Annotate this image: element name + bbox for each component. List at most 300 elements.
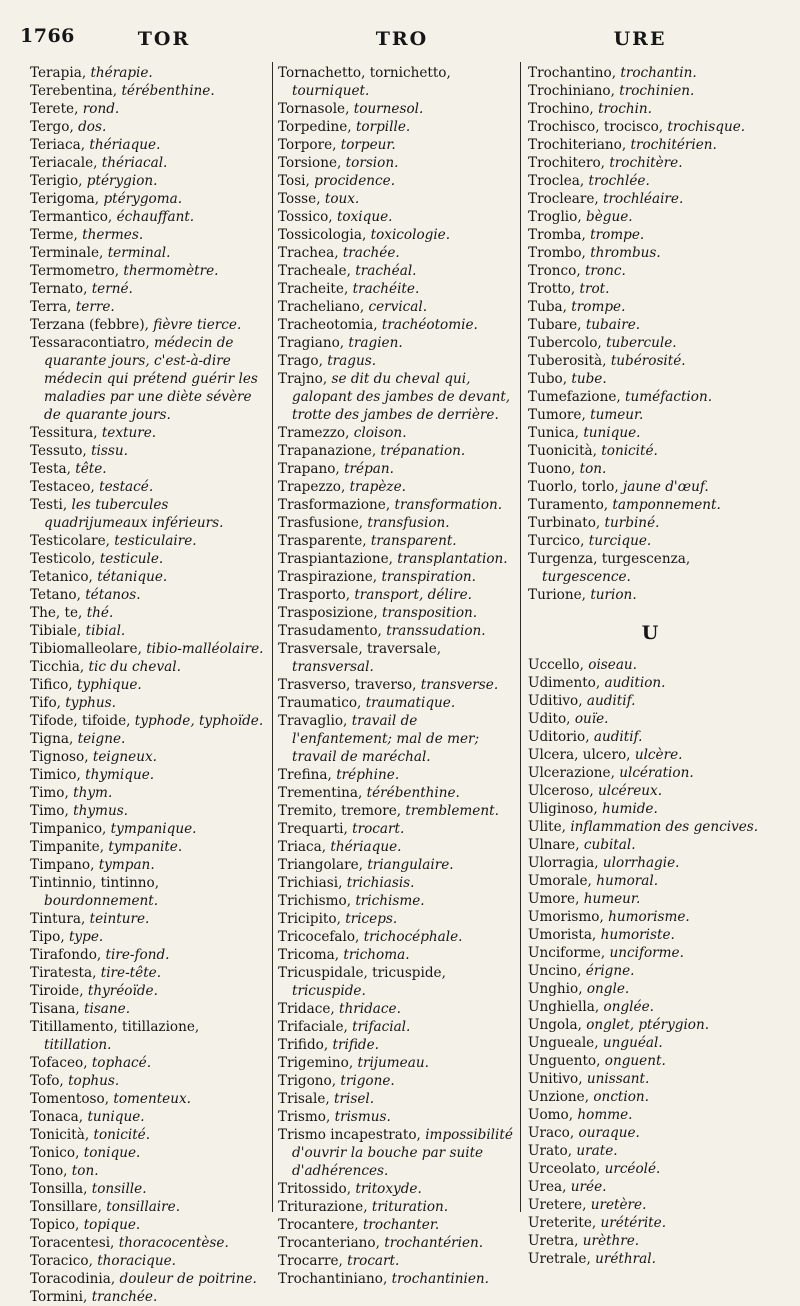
french-translation: tumeur. [590,407,644,423]
italian-term: Turione [528,587,582,603]
italian-term: Trochiteriano [528,137,622,153]
dictionary-entry: Umorale, humoral. [528,873,659,889]
french-translation: tricuspide. [292,983,366,999]
dictionary-entry: Trequarti, trocart. [278,821,405,837]
french-translation: ton. [579,461,607,477]
dictionary-entry: Tibiale, tibial. [30,623,126,639]
french-translation: teigne. [77,731,126,747]
french-translation: trompe. [571,299,626,315]
italian-term: Tromba [528,227,582,243]
italian-term: Trochantino [528,65,612,81]
french-translation: tympanique. [110,821,197,837]
french-translation: trot. [579,281,610,297]
french-translation: trochlée. [588,173,650,189]
dictionary-entry: Tubo, tube. [528,371,607,387]
french-translation: travail de l'enfantement; mal de mer; travail de maréchal. [292,713,480,765]
dictionary-entry: Tifico, typhique. [30,677,142,693]
dictionary-entry: Trocleare, trochléaire. [528,191,684,207]
french-translation: terminal. [107,245,171,261]
french-translation: thymus. [73,803,128,819]
italian-term: Traspirazione [278,569,373,585]
italian-term: Tonsillare [30,1199,98,1215]
french-translation: titillation. [44,1037,112,1053]
french-translation: transposition. [382,605,478,621]
dictionary-entry: Tumore, tumeur. [528,407,644,423]
italian-term: Testaceo [30,479,91,495]
italian-term: Tubercolo [528,335,598,351]
entry-column-1 [30,64,268,1306]
entry-column-2 [278,64,518,1288]
french-translation: unguéal. [602,1035,663,1051]
french-translation: oiseau. [588,657,637,673]
italian-term: Topico [30,1217,76,1233]
french-translation: trochléaire. [603,191,684,207]
dictionary-entry: Tremito, tremore, tremblement. [278,803,499,819]
dictionary-entry: Trifido, trifide. [278,1037,379,1053]
french-translation: trochantin. [620,65,697,81]
dictionary-entry: Triaca, thériaque. [278,839,402,855]
dictionary-entry: Tonsillare, tonsillaire. [30,1199,181,1215]
dictionary-entry: Tessitura, texture. [30,425,157,441]
french-translation: tourniquet. [292,83,370,99]
italian-term: Tonaca [30,1109,79,1125]
french-translation: tonicité. [601,443,658,459]
dictionary-entry: Uomo, homme. [528,1107,633,1123]
italian-term: Traumatico [278,695,358,711]
dictionary-entry: Urceolato, urcéolé. [528,1161,661,1177]
italian-term: Tubo [528,371,563,387]
dictionary-entry: Trasposizione, transposition. [278,605,478,621]
french-translation: humoriste. [600,927,675,943]
french-translation: tire-fond. [105,947,170,963]
dictionary-entry: Trochino, trochin. [528,101,652,117]
dictionary-entry: Tergo, dos. [30,119,107,135]
french-translation: tympan. [98,857,155,873]
italian-term: Termantico [30,209,108,225]
dictionary-entry: Tritossido, tritoxyde. [278,1181,422,1197]
dictionary-entry: Trigemino, trijumeau. [278,1055,429,1071]
dictionary-entry: Urato, urate. [528,1143,618,1159]
french-translation: testiculaire. [114,533,197,549]
italian-term: Unghio [528,981,579,997]
dictionary-entry: Tibiomalleolare, tibio-malléolaire. [30,641,264,657]
french-translation: tonicité. [93,1127,151,1143]
dictionary-entry: Terra, terre. [30,299,115,315]
french-translation: auditif. [586,693,636,709]
italian-term: Torsione [278,155,338,171]
french-translation: térébenthine. [366,785,460,801]
italian-term: Umorismo [528,909,600,925]
french-translation: tremblement. [405,803,499,819]
dictionary-entry: Tetanico, tétanique. [30,569,168,585]
dictionary-entry: Tornasole, tournesol. [278,101,424,117]
dictionary-entry: Timpanite, tympanite. [30,839,183,855]
french-translation: transport, délire. [354,587,472,603]
italian-term: Trasformazione [278,497,386,513]
dictionary-entry: Tofaceo, tophacé. [30,1055,152,1071]
dictionary-entry: Unitivo, unissant. [528,1071,650,1087]
dictionary-entry: Torsione, torsion. [278,155,399,171]
dictionary-entry: Tuorlo, torlo, jaune d'œuf. [528,479,709,495]
italian-term: Unzione [528,1089,585,1105]
dictionary-entry: Tetano, tétanos. [30,587,141,603]
italian-term: Tracheotomia [278,317,374,333]
dictionary-entry: Triturazione, trituration. [278,1199,449,1215]
french-translation: jaune d'œuf. [623,479,709,495]
italian-term: Ternato [30,281,84,297]
dictionary-entry: Trochiteriano, trochitérien. [528,137,717,153]
italian-term: Trago [278,353,319,369]
italian-term: Tricoma [278,947,335,963]
dictionary-entry: Trajno, se dit du cheval qui, galopant des jambes de devant, trotte des jambes de derrière. [278,371,511,423]
french-translation: ton. [71,1163,99,1179]
italian-term: Trisale [278,1091,326,1107]
dictionary-entry: Timpano, tympan. [30,857,155,873]
dictionary-entry: Testicolare, testiculaire. [30,533,197,549]
italian-term: Trichismo [278,893,347,909]
italian-term: Ulorragia [528,855,595,871]
italian-term: Teriaca [30,137,81,153]
french-translation: cubital. [583,837,636,853]
dictionary-entry: Tubare, tubaire. [528,317,641,333]
italian-term: Trismo incapestrato [278,1127,417,1143]
dictionary-entry: Toracico, thoracique. [30,1253,177,1269]
italian-term: Tigna [30,731,69,747]
italian-term: Tuono [528,461,571,477]
italian-term: Toracico [30,1253,89,1269]
italian-term: Teriacale [30,155,94,171]
italian-term: Trasversale, traversale [278,641,437,657]
italian-term: Titillamento, titillazione [30,1019,195,1035]
french-translation: tubercule. [606,335,677,351]
dictionary-entry: Ulorragia, ulorrhagie. [528,855,680,871]
dictionary-entry: Umore, humeur. [528,891,641,907]
dictionary-entry: Tracheite, trachéite. [278,281,420,297]
dictionary-entry: Tuonicità, tonicité. [528,443,658,459]
french-translation: tournesol. [353,101,424,117]
italian-term: Tunica [528,425,575,441]
italian-term: Trapezzo [278,479,341,495]
french-translation: trachéal. [355,263,417,279]
dictionary-entry: Tonico, tonique. [30,1145,141,1161]
french-translation: transparent. [370,533,457,549]
dictionary-entry: Troglio, bègue. [528,209,633,225]
french-translation: thermomètre. [123,263,219,279]
french-translation: typhique. [76,677,142,693]
italian-term: Trapanazione [278,443,372,459]
dictionary-entry: Toracodinia, douleur de poitrine. [30,1271,257,1287]
italian-term: Urceolato [528,1161,596,1177]
french-translation: dos. [78,119,107,135]
french-translation: trichocéphale. [363,929,463,945]
entry-group-t [528,64,772,604]
italian-term: Timpanite [30,839,100,855]
french-translation: urate. [576,1143,618,1159]
running-head-center: TRO [375,28,429,50]
french-translation: transsudation. [386,623,486,639]
french-translation: trochinien. [619,83,695,99]
italian-term: Uccello [528,657,580,673]
dictionary-entry: Trementina, térébenthine. [278,785,460,801]
italian-term: Trachea [278,245,335,261]
french-translation: torpille. [355,119,411,135]
italian-term: Trichiasi [278,875,339,891]
italian-term: Trajno [278,371,323,387]
dictionary-entry: Trismo incapestrato, impossibilité d'ouvrir la bouche par suite d'adhérences. [278,1127,513,1179]
italian-term: Trapano [278,461,336,477]
french-translation: toxicologie. [370,227,451,243]
dictionary-entry: Trisale, trisel. [278,1091,375,1107]
italian-term: Tramezzo [278,425,346,441]
italian-term: Turcico [528,533,581,549]
french-translation: teigneux. [92,749,157,765]
french-translation: thoracique. [97,1253,177,1269]
french-translation: ulcération. [619,765,694,781]
entry-group-u [528,656,772,1268]
french-translation: transversal. [292,659,374,675]
french-translation: médecin de quarante jours, c'est-à-dire médecin qui prétend guérir les maladies par une diète sévère de quarante jours. [44,335,258,423]
french-translation: trochantérien. [384,1235,484,1251]
french-translation: transpiration. [381,569,476,585]
italian-term: Triturazione [278,1199,364,1215]
french-translation: rond. [82,101,120,117]
french-translation: onction. [593,1089,649,1105]
dictionary-entry: Uliginoso, humide. [528,801,658,817]
dictionary-entry: Traumatico, traumatique. [278,695,456,711]
italian-term: Ulite [528,819,562,835]
italian-term: Tintura [30,911,81,927]
italian-term: Tracheite [278,281,344,297]
italian-term: Tricuspidale, tricuspide [278,965,442,981]
italian-term: Uretrale [528,1251,587,1267]
italian-term: Trocarre [278,1253,339,1269]
french-translation: thériacal. [101,155,168,171]
dictionary-entry: Terebentina, térébenthine. [30,83,215,99]
italian-term: Tonsilla [30,1181,84,1197]
dictionary-entry: Tiroide, thyréoïde. [30,983,158,999]
italian-term: Tibiomalleolare [30,641,138,657]
italian-term: Tifo [30,695,57,711]
italian-term: Trotto [528,281,571,297]
dictionary-entry: Tintura, teinture. [30,911,150,927]
dictionary-entry: Timico, thymique. [30,767,155,783]
french-translation: turbiné. [604,515,660,531]
italian-term: Terra [30,299,68,315]
french-translation: type. [68,929,104,945]
dictionary-entry: Trigono, trigone. [278,1073,395,1089]
french-translation: trachéite. [352,281,420,297]
french-translation: tamponnement. [612,497,721,513]
italian-term: Travaglio [278,713,344,729]
italian-term: Ulcera, ulcero [528,747,627,763]
italian-term: Ulnare [528,837,576,853]
french-translation: tire-tête. [100,965,162,981]
dictionary-entry: Umorista, humoriste. [528,927,675,943]
dictionary-entry: Traspirazione, transpiration. [278,569,476,585]
french-translation: tonique. [83,1145,141,1161]
french-translation: bourdonnement. [44,893,159,909]
french-translation: tissu. [91,443,128,459]
dictionary-entry: Torpore, torpeur. [278,137,396,153]
dictionary-entry: Udito, ouïe. [528,711,609,727]
french-translation: tic du cheval. [88,659,181,675]
italian-term: Tomentoso [30,1091,105,1107]
italian-term: Turamento [528,497,604,513]
italian-term: Tridace [278,1001,331,1017]
italian-term: Trochantiniano [278,1271,383,1287]
dictionary-entry: Tossicologia, toxicologie. [278,227,451,243]
french-translation: tibio-malléolaire. [146,641,264,657]
french-translation: trochantinien. [391,1271,490,1287]
dictionary-entry: Topico, topique. [30,1217,141,1233]
french-translation: trifacial. [352,1019,411,1035]
french-translation: trochisque. [667,119,746,135]
dictionary-entry: Triangolare, triangulaire. [278,857,454,873]
italian-term: Ungueale [528,1035,595,1051]
italian-term: Trifaciale [278,1019,344,1035]
dictionary-entry: Titillamento, titillazione, titillation. [30,1019,200,1053]
french-translation: trismus. [334,1109,391,1125]
french-translation: trépan. [344,461,394,477]
french-translation: trépanation. [380,443,466,459]
french-translation: urcéolé. [604,1161,661,1177]
french-translation: ongle. [586,981,630,997]
dictionary-entry: Teriacale, thériacal. [30,155,168,171]
french-translation: thymique. [85,767,155,783]
dictionary-entry: Testi, les tubercules quadrijumeaux inférieurs. [30,497,224,531]
french-translation: thyréoïde. [87,983,158,999]
dictionary-entry: Termometro, thermomètre. [30,263,219,279]
dictionary-entry: Uditorio, auditif. [528,729,643,745]
french-translation: cervical. [368,299,428,315]
italian-term: Timo [30,803,65,819]
italian-term: Traspiantazione [278,551,389,567]
dictionary-entry: Timo, thymus. [30,803,128,819]
italian-term: Tergo [30,119,70,135]
dictionary-entry: Trochantino, trochantin. [528,65,697,81]
italian-term: The, te [30,605,79,621]
italian-term: Trasfusione [278,515,359,531]
french-translation: trachéotomie. [381,317,478,333]
french-translation: traumatique. [365,695,456,711]
french-translation: trapèze. [349,479,406,495]
french-translation: humoral. [596,873,659,889]
italian-term: Tronco [528,263,577,279]
italian-term: Trochino [528,101,590,117]
dictionary-entry: Trichismo, trichisme. [278,893,425,909]
italian-term: Testi [30,497,63,513]
italian-term: Terigoma [30,191,95,207]
french-translation: tunique. [583,425,641,441]
dictionary-entry: Troclea, trochlée. [528,173,650,189]
french-translation: tophacé. [91,1055,152,1071]
dictionary-entry: Trasfusione, transfusion. [278,515,450,531]
italian-term: Tossico [278,209,329,225]
dictionary-entry: Turbinato, turbiné. [528,515,660,531]
dictionary-entry: Tosse, toux. [278,191,360,207]
dictionary-entry: Turione, turion. [528,587,637,603]
french-translation: thym. [73,785,113,801]
french-translation: térébenthine. [121,83,215,99]
french-translation: tunique. [87,1109,145,1125]
dictionary-entry: Timo, thym. [30,785,113,801]
italian-term: Unguento [528,1053,597,1069]
french-translation: trocart. [352,821,405,837]
dictionary-entry: Unghiella, onglée. [528,999,654,1015]
italian-term: Tracheliano [278,299,360,315]
french-translation: audition. [604,675,666,691]
italian-term: Ungola [528,1017,578,1033]
italian-term: Tofaceo [30,1055,84,1071]
dictionary-entry: Terminale, terminal. [30,245,171,261]
french-translation: tubérosité. [610,353,686,369]
french-translation: humeur. [583,891,641,907]
french-translation: ptérygoma. [103,191,183,207]
french-translation: topique. [83,1217,141,1233]
dictionary-entry: Trocarre, trocart. [278,1253,400,1269]
dictionary-entry: Tessuto, tissu. [30,443,128,459]
italian-term: Ticchia [30,659,80,675]
italian-term: Toracentesi [30,1235,111,1251]
dictionary-entry: Ureterite, urétérite. [528,1215,667,1231]
dictionary-entry: Ulite, inflammation des gencives. [528,819,759,835]
french-translation: procidence. [314,173,396,189]
italian-term: Tricocefalo [278,929,356,945]
italian-term: Timpanico [30,821,103,837]
french-translation: thé. [86,605,114,621]
french-translation: torsion. [345,155,399,171]
dictionary-entry: Uditivo, auditif. [528,693,636,709]
italian-term: Tormini [30,1289,84,1305]
dictionary-entry: Terme, thermes. [30,227,144,243]
dictionary-entry: Tonsilla, tonsille. [30,1181,147,1197]
italian-term: Torpore [278,137,333,153]
dictionary-entry: Uretrale, uréthral. [528,1251,656,1267]
italian-term: Unghiella [528,999,595,1015]
italian-term: Tessuto [30,443,83,459]
dictionary-entry: Tiratesta, tire-tête. [30,965,162,981]
dictionary-entry: Ternato, terné. [30,281,133,297]
dictionary-entry: Tormini, tranchée. [30,1289,158,1305]
dictionary-entry: Tramezzo, cloison. [278,425,407,441]
dictionary-entry: Tridace, thridace. [278,1001,401,1017]
french-translation: thériaque. [330,839,402,855]
italian-term: Terigio [30,173,79,189]
french-translation: humorisme. [608,909,690,925]
italian-term: Terminale [30,245,100,261]
french-translation: uretère. [590,1197,647,1213]
dictionary-entry: Uretere, uretère. [528,1197,647,1213]
dictionary-entry: Uretra, urèthre. [528,1233,640,1249]
dictionary-entry: Ulcera, ulcero, ulcère. [528,747,683,763]
dictionary-entry: Uncino, érigne. [528,963,635,979]
french-translation: trochitère. [609,155,683,171]
french-translation: turcique. [588,533,652,549]
dictionary-entry: Testa, tête. [30,461,107,477]
french-translation: ulcère. [634,747,683,763]
dictionary-entry: Trago, tragus. [278,353,377,369]
french-translation: thérapie. [90,65,153,81]
italian-term: Tuberosità [528,353,603,369]
dictionary-entry: Tessaracontiatro, médecin de quarante jours, c'est-à-dire médecin qui prétend guérir les maladies par une diète sévère de quarante jours. [30,335,258,423]
dictionary-entry: Tipo, type. [30,929,104,945]
italian-term: Tragiano [278,335,340,351]
french-translation: urétérite. [600,1215,667,1231]
french-translation: transformation. [394,497,503,513]
dictionary-entry: Tragiano, tragien. [278,335,403,351]
french-translation: uréthral. [595,1251,656,1267]
italian-term: Trochisco, trocisco [528,119,659,135]
